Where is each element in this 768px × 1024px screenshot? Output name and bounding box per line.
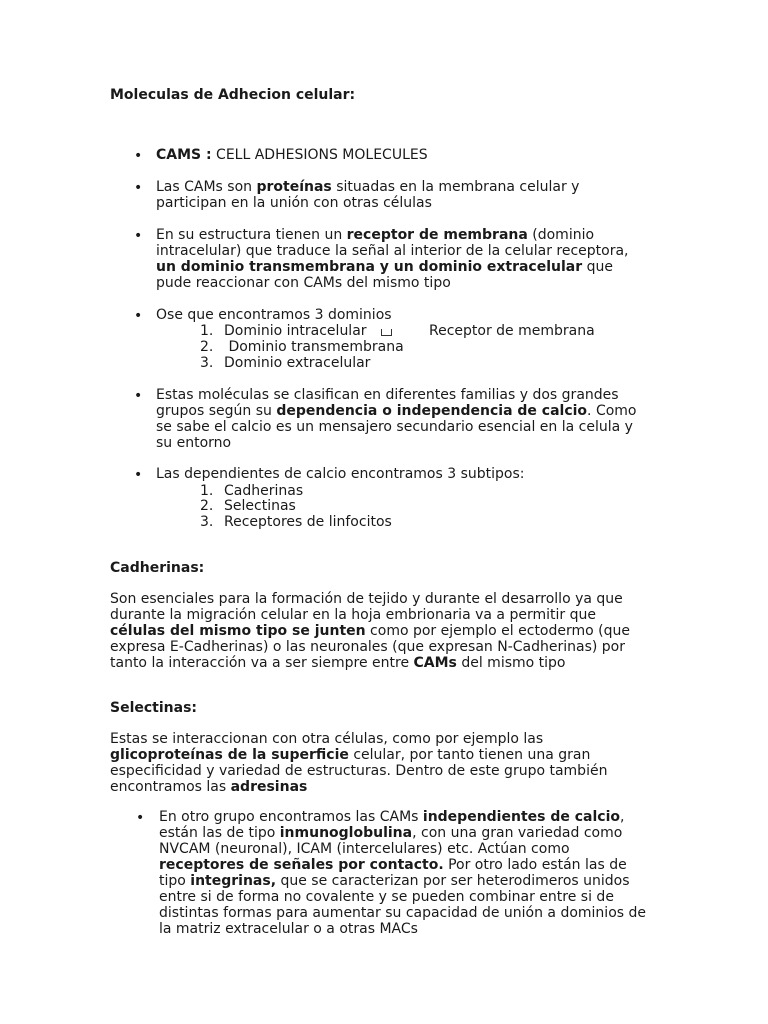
- section-heading-selectinas: Selectinas:: [110, 700, 198, 716]
- bullet-icon: •: [134, 148, 143, 164]
- paragraph-selectinas: Estas se interaccionan con otra células, como por ejemplo las glicoproteínas de la superficie celular, por tanto tienen una gran especificidad y variedad de estructuras. Dentro de este grupo también encontramos las adresinas: [110, 731, 608, 795]
- list-item: 3. Receptores de linfocitos: [200, 514, 392, 530]
- bullet-icon: •: [136, 810, 145, 826]
- list-item: 3. Dominio extracelular: [200, 355, 371, 371]
- bracket-icon: [381, 329, 392, 336]
- list-item: 1. Dominio intracelular: [200, 323, 367, 339]
- bullet-cams: CAMS : CELL ADHESIONS MOLECULES: [156, 147, 428, 163]
- bullet-icon: •: [134, 388, 143, 404]
- side-note: Receptor de membrana: [429, 323, 595, 339]
- bullet-clasificacion: Estas moléculas se clasifican en diferentes familias y dos grandes grupos según su dependencia o independencia de calcio. Como se sabe el calcio es un mensajero secundario esencial en la celula y su entorno: [156, 387, 637, 451]
- bullet-icon: •: [134, 180, 143, 196]
- bullet-dominios: Ose que encontramos 3 dominios: [156, 307, 392, 323]
- list-item: 2. Dominio transmembrana: [200, 339, 404, 355]
- list-item: 2. Selectinas: [200, 498, 296, 514]
- bullet-icon: •: [134, 467, 143, 483]
- bullet-icon: •: [134, 308, 143, 324]
- bullet-icon: •: [134, 228, 143, 244]
- list-item: 1. Cadherinas: [200, 483, 304, 499]
- paragraph-cadherinas: Son esenciales para la formación de tejido y durante el desarrollo ya que durante la migración celular en la hoja embrionaria va a permitir que células del mismo tipo se junten como por ejemplo el ectodermo (que expresa E-Cadherinas) o las neuronales (que expresan N-Cadherinas) por tanto la interacción va a ser siempre entre CAMs del mismo tipo: [110, 591, 630, 671]
- bullet-subtipos: Las dependientes de calcio encontramos 3 subtipos:: [156, 466, 525, 482]
- bullet-estructura: En su estructura tienen un receptor de membrana (dominio intracelular) que traduce la señal al interior de la celular receptora, un dominio transmembrana y un dominio extracelular que pude reaccionar con CAMs del mismo tipo: [156, 227, 629, 291]
- document-title: Moleculas de Adhecion celular:: [110, 87, 356, 103]
- section-heading-cadherinas: Cadherinas:: [110, 560, 205, 576]
- bullet-proteinas: Las CAMs son proteínas situadas en la membrana celular y participan en la unión con otras células: [156, 179, 580, 211]
- bullet-independientes: En otro grupo encontramos las CAMs independientes de calcio, están las de tipo inmunoglobulina, con una gran variedad como NVCAM (neuronal), ICAM (intercelulares) etc. Actúan como receptores de señales por contacto. Por otro lado están las de tipo integrinas, que se caracterizan por ser heterodimeros unidos entre si de forma no covalente y se pueden combinar entre si de distintas formas para aumentar su capacidad de unión a dominios de la matriz extracelular o a otras MACs: [159, 809, 647, 937]
